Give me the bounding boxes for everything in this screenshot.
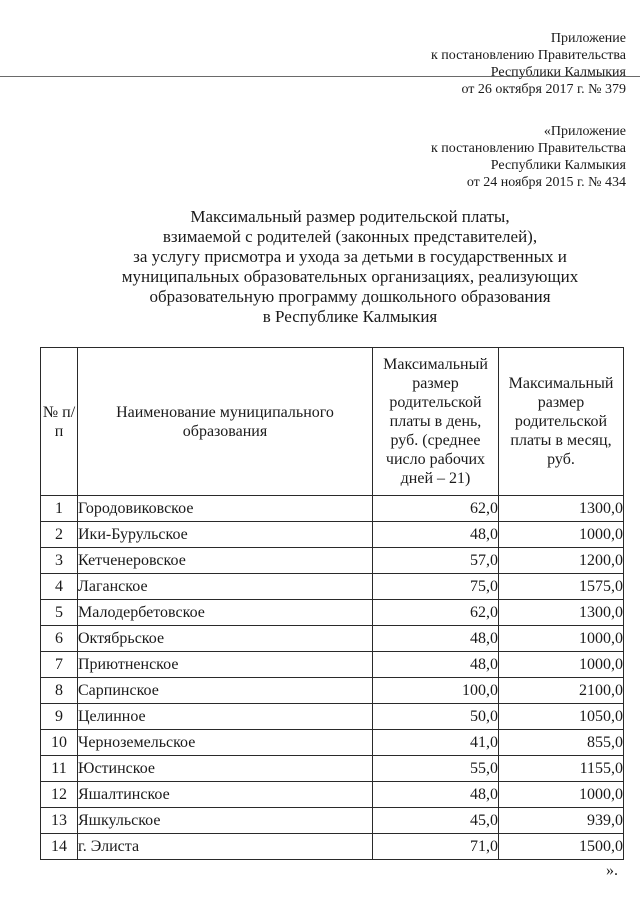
annex-line: к постановлению Правительства <box>430 141 626 156</box>
row-number: 9 <box>41 704 78 730</box>
municipality-name: Яшалтинское <box>78 782 373 808</box>
daily-fee: 100,0 <box>373 678 499 704</box>
daily-fee: 55,0 <box>373 756 499 782</box>
document-title <box>60 207 640 327</box>
monthly-fee: 939,0 <box>499 808 624 834</box>
fee-table <box>40 347 624 860</box>
closing-quote: ». <box>606 862 618 879</box>
monthly-fee: 1500,0 <box>499 834 624 860</box>
monthly-fee: 1300,0 <box>499 496 624 522</box>
daily-fee: 45,0 <box>373 808 499 834</box>
municipality-name: Сарпинское <box>78 678 373 704</box>
row-number: 6 <box>41 626 78 652</box>
daily-fee: 48,0 <box>373 652 499 678</box>
municipality-name: Яшкульское <box>78 808 373 834</box>
daily-fee: 48,0 <box>373 782 499 808</box>
municipality-name: Кетченеровское <box>78 548 373 574</box>
monthly-fee: 1000,0 <box>499 652 624 678</box>
row-number: 14 <box>41 834 78 860</box>
table-row <box>41 756 624 782</box>
header-daily-fee: Максимальный размер родительской платы в день, руб. (среднее число рабочих дней – 21) <box>373 348 499 496</box>
daily-fee: 57,0 <box>373 548 499 574</box>
table-row <box>41 574 624 600</box>
monthly-fee: 1050,0 <box>499 704 624 730</box>
municipality-name: Малодербетовское <box>78 600 373 626</box>
annex-reference-original <box>431 123 626 191</box>
annex-line: Республики Калмыкия <box>490 65 626 80</box>
row-number: 11 <box>41 756 78 782</box>
annex-reference-current <box>431 30 626 98</box>
row-number: 1 <box>41 496 78 522</box>
table-row <box>41 678 624 704</box>
header-municipality: Наименование муниципального образования <box>78 348 373 496</box>
daily-fee: 41,0 <box>373 730 499 756</box>
monthly-fee: 1155,0 <box>499 756 624 782</box>
title-line: взимаемой с родителей (законных представителей), <box>162 227 538 246</box>
row-number: 10 <box>41 730 78 756</box>
municipality-name: Городовиковское <box>78 496 373 522</box>
annex-line: от 24 ноября 2015 г. № 434 <box>466 175 626 190</box>
header-monthly-fee: Максимальный размер родительской платы в месяц, руб. <box>499 348 624 496</box>
daily-fee: 62,0 <box>373 496 499 522</box>
municipality-name: Ики-Бурульское <box>78 522 373 548</box>
title-line: Максимальный размер родительской платы, <box>190 207 510 226</box>
title-line: образовательную программу дошкольного образования <box>149 287 551 306</box>
monthly-fee: 1000,0 <box>499 782 624 808</box>
table-row <box>41 548 624 574</box>
row-number: 4 <box>41 574 78 600</box>
municipality-name: г. Элиста <box>78 834 373 860</box>
row-number: 7 <box>41 652 78 678</box>
table-header-row <box>41 348 624 496</box>
table-row <box>41 704 624 730</box>
row-number: 13 <box>41 808 78 834</box>
annex-line: Приложение <box>550 31 626 46</box>
monthly-fee: 1200,0 <box>499 548 624 574</box>
row-number: 8 <box>41 678 78 704</box>
table-row <box>41 496 624 522</box>
municipality-name: Целинное <box>78 704 373 730</box>
title-line: за услугу присмотра и ухода за детьми в государственных и <box>133 247 567 266</box>
row-number: 12 <box>41 782 78 808</box>
monthly-fee: 1000,0 <box>499 522 624 548</box>
monthly-fee: 2100,0 <box>499 678 624 704</box>
title-line: в Республике Калмыкия <box>262 307 438 326</box>
municipality-name: Лаганское <box>78 574 373 600</box>
table-row <box>41 600 624 626</box>
table-row <box>41 652 624 678</box>
monthly-fee: 1300,0 <box>499 600 624 626</box>
annex-line: Республики Калмыкия <box>490 158 626 173</box>
table-row <box>41 522 624 548</box>
annex-line: к постановлению Правительства <box>430 48 626 63</box>
daily-fee: 71,0 <box>373 834 499 860</box>
annex-line: от 26 октября 2017 г. № 379 <box>461 82 626 97</box>
monthly-fee: 1575,0 <box>499 574 624 600</box>
annex-line: «Приложение <box>543 124 626 139</box>
table-row <box>41 730 624 756</box>
daily-fee: 50,0 <box>373 704 499 730</box>
daily-fee: 48,0 <box>373 522 499 548</box>
header-number: № п/п <box>41 348 78 496</box>
municipality-name: Приютненское <box>78 652 373 678</box>
daily-fee: 75,0 <box>373 574 499 600</box>
municipality-name: Октябрьское <box>78 626 373 652</box>
daily-fee: 62,0 <box>373 600 499 626</box>
municipality-name: Юстинское <box>78 756 373 782</box>
monthly-fee: 855,0 <box>499 730 624 756</box>
table-row <box>41 834 624 860</box>
table-row <box>41 808 624 834</box>
row-number: 2 <box>41 522 78 548</box>
table-row <box>41 782 624 808</box>
table-row <box>41 626 624 652</box>
municipality-name: Черноземельское <box>78 730 373 756</box>
row-number: 5 <box>41 600 78 626</box>
monthly-fee: 1000,0 <box>499 626 624 652</box>
row-number: 3 <box>41 548 78 574</box>
daily-fee: 48,0 <box>373 626 499 652</box>
title-line: муниципальных образовательных организациях, реализующих <box>121 267 579 286</box>
